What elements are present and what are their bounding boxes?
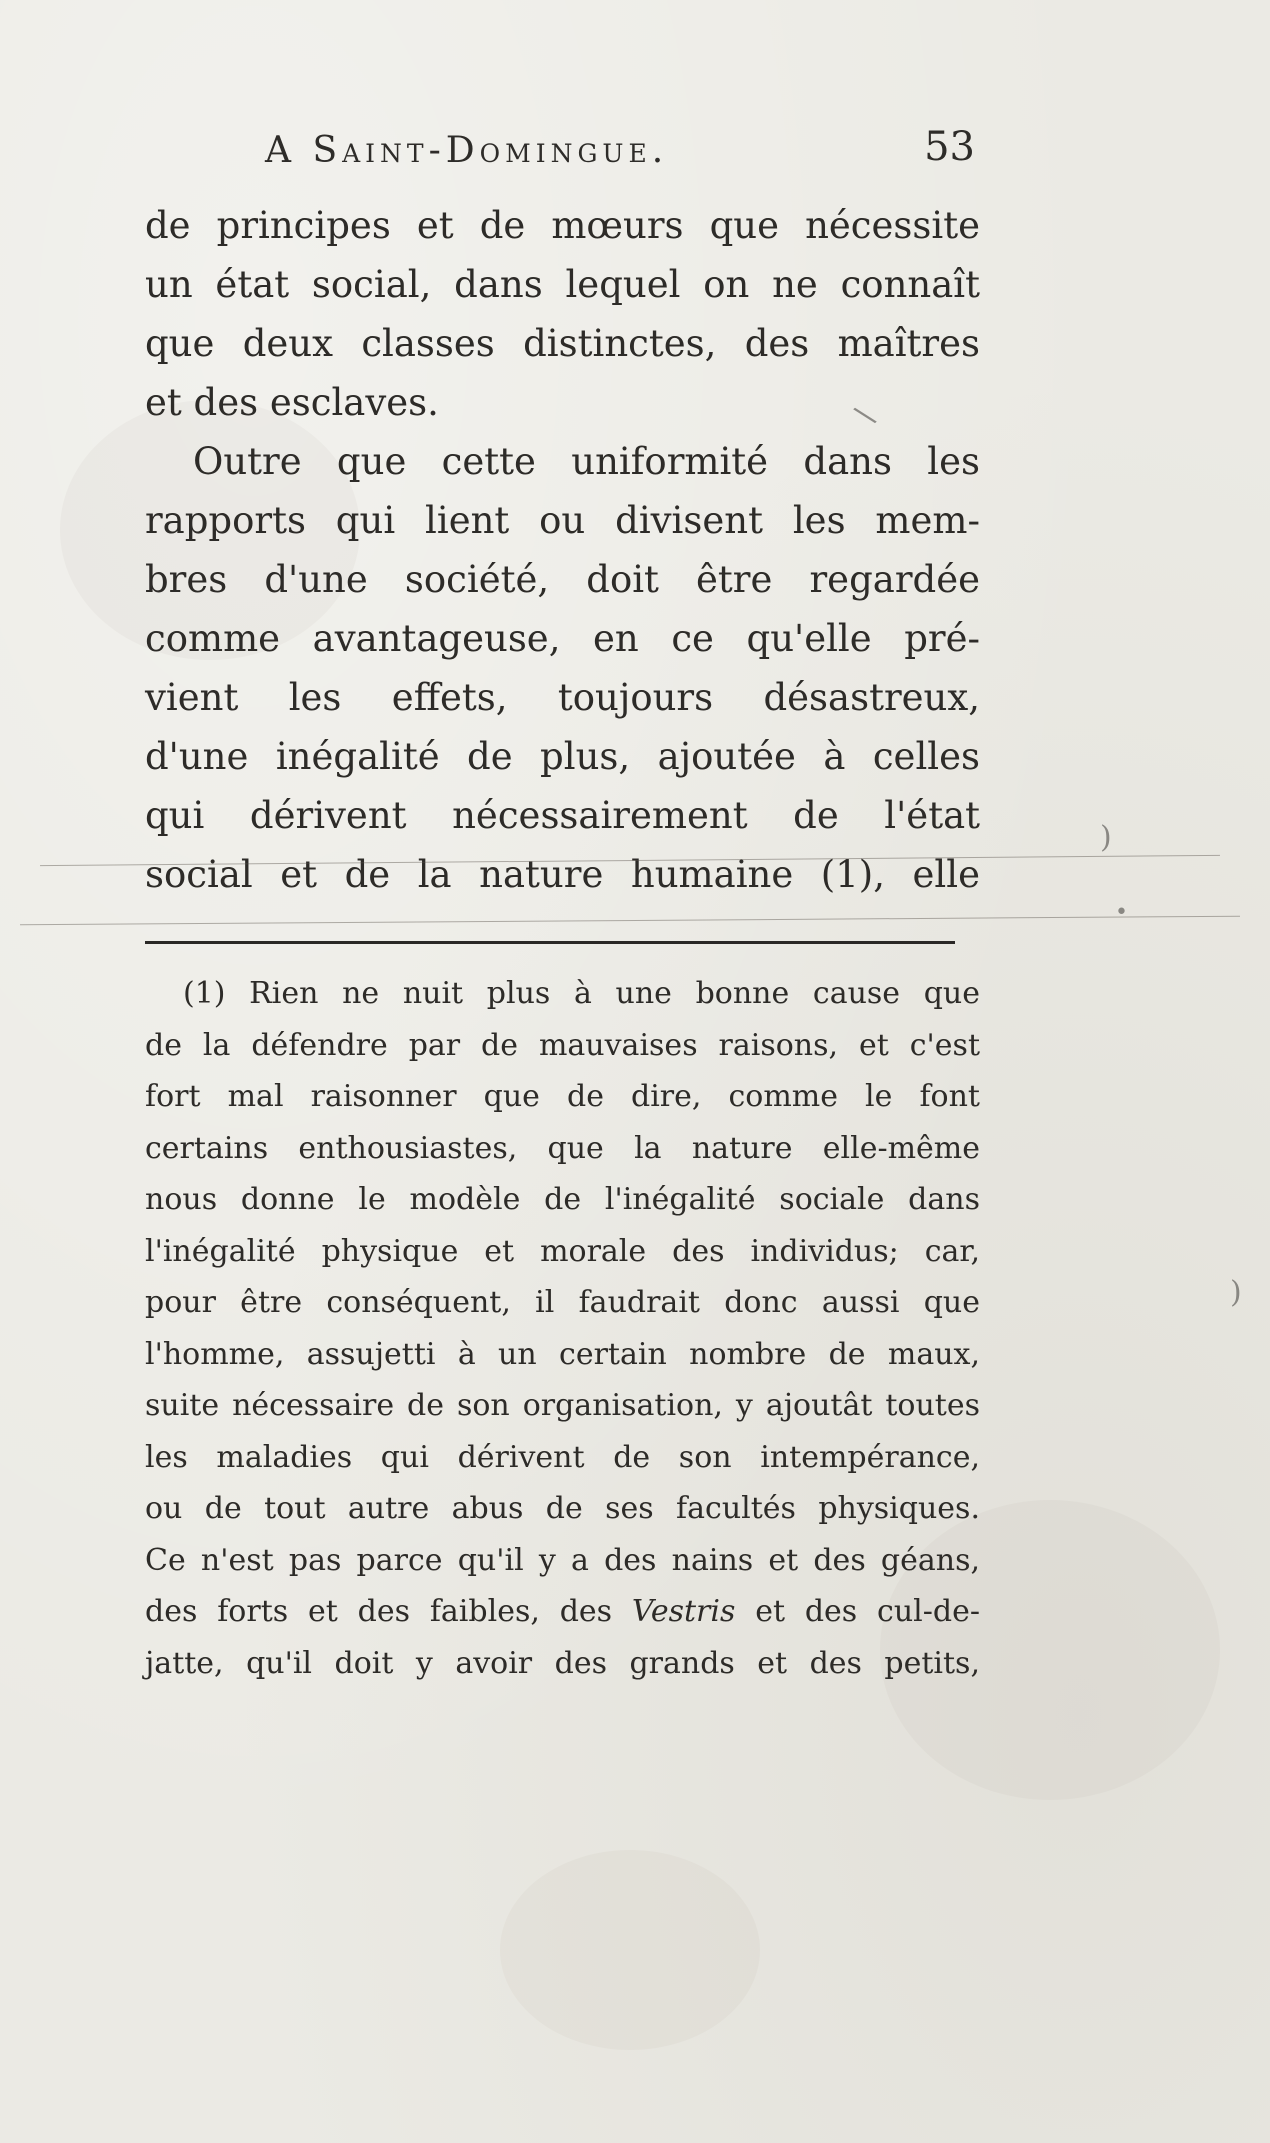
pen-mark: ) [1230,1275,1242,1310]
text-line: de principes et de mœurs que nécessite [145,204,980,247]
footnote-line: fort mal raisonner que de dire, comme le font [145,1079,980,1114]
footnote-line: l'homme, assujetti à un certain nombre de maux, [145,1336,980,1372]
text-line: comme avantageuse, en ce qu'elle pré- [145,617,980,660]
footnote-line: jatte, qu'il doit y avoir des grands et des petits, [145,1645,980,1681]
footnote-line: pour être conséquent, il faudrait donc aussi que [145,1285,980,1320]
footnote-separator [145,941,955,944]
footnote-line: suite nécessaire de son organisation, y ajoutât toutes [145,1388,980,1423]
text-line: que deux classes distinctes, des maîtres [145,322,980,365]
footnote-line: (1) Rien ne nuit plus à une bonne cause que [183,976,980,1011]
footnote-line: de la défendre par de mauvaises raisons, et c'est [145,1027,980,1063]
footnote-text: des forts et des faibles, des [145,1594,632,1629]
text-line: social et de la nature humaine (1), elle [145,853,980,896]
footnote [145,968,980,1689]
running-head [145,122,975,182]
text-line: un état social, dans lequel on ne connaît [145,263,980,306]
text-line: qui dérivent nécessairement de l'état [145,794,980,837]
footnote-line: Ce n'est pas parce qu'il y a des nains et des géans, [145,1542,980,1578]
text-line: rapports qui lient ou divisent les mem- [145,499,980,542]
pen-mark: ) [1100,820,1112,855]
main-text [145,196,980,904]
text-line: Outre que cette uniformité dans les [193,440,980,483]
running-head-title: A Saint-Domingue. [265,130,669,171]
footnote-line: certains enthousiastes, que la nature elle-même [145,1130,980,1166]
page-number: 53 [924,124,975,170]
text-line: vient les effets, toujours désastreux, [145,676,980,719]
text-line: d'une inégalité de plus, ajoutée à celles [145,735,980,778]
footnote-line: ou de tout autre abus de ses facultés physiques. [145,1491,980,1526]
footnote-text: et des cul-de- [735,1594,980,1629]
footnote-line: nous donne le modèle de l'inégalité sociale dans [145,1182,980,1217]
paper-fold-line [20,916,1240,926]
footnote-line: les maladies qui dérivent de son intempérance, [145,1439,980,1475]
pen-mark: \ [849,398,881,433]
text-line: bres d'une société, doit être regardée [145,558,980,601]
footnote-line [145,1586,980,1638]
footnote-italic-name: Vestris [631,1594,736,1629]
text-line: et des esclaves. [145,381,439,424]
pen-mark: • [1115,900,1128,925]
paper-stain [500,1850,760,2050]
footnote-line: l'inégalité physique et morale des individus; car, [145,1233,980,1269]
